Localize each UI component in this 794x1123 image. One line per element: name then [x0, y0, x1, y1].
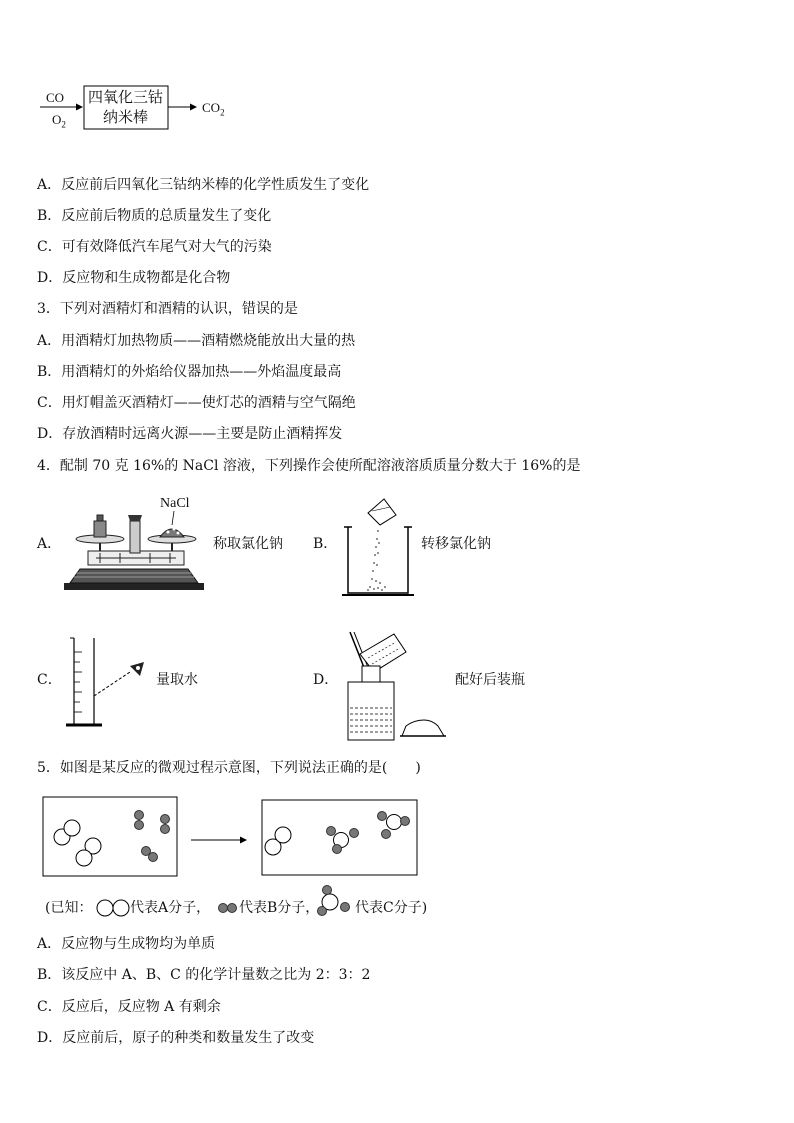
legend-a-text: 代表A分子，	[130, 900, 211, 916]
q4-b-letter: B．	[313, 536, 338, 552]
legend-b-text: 代表B分子，	[239, 900, 320, 916]
q3-option-d: D．存放酒精时远离火源——主要是防止酒精挥发	[37, 426, 343, 442]
q5-option-d: D．反应前后，原子的种类和数量发生了改变	[37, 1030, 315, 1046]
q4-b-caption: 转移氯化钠	[421, 536, 491, 552]
q2-option-c: C．可有效降低汽车尾气对大气的污染	[37, 239, 272, 255]
q2-option-d: D．反应物和生成物都是化合物	[37, 270, 231, 286]
q5-stem: 5．如图是某反应的微观过程示意图，下列说法正确的是( )	[37, 760, 421, 776]
q3-stem: 3．下列对酒精灯和酒精的认识，错误的是	[37, 301, 298, 317]
q2-option-a: A．反应前后四氧化三钴纳米棒的化学性质发生了变化	[37, 177, 370, 193]
q4-c-caption: 量取水	[156, 672, 198, 688]
legend-c-text: 代表C分子)	[355, 900, 428, 916]
q4-stem: 4．配制 70 克 16%的 NaCl 溶液，下列操作会使所配溶液溶质质量分数大于 16%的是	[37, 458, 581, 474]
q2-option-b: B．反应前后物质的总质量发生了变化	[37, 208, 272, 224]
catalyst-line1: 四氧化三钴	[88, 88, 164, 106]
q5-option-c: C．反应后，反应物 A 有剩余	[37, 999, 221, 1015]
q5-option-b: B．该反应中 A、B、C 的化学计量数之比为 2：3：2	[37, 967, 371, 983]
q5-option-a: A．反应物与生成物均为单质	[37, 936, 216, 952]
q3-option-a: A．用酒精灯加热物质——酒精燃烧能放出大量的热	[37, 333, 356, 349]
q3-option-c: C．用灯帽盖灭酒精灯——使灯芯的酒精与空气隔绝	[37, 395, 356, 411]
q3-option-b: B．用酒精灯的外焰给仪器加热——外焰温度最高	[37, 364, 342, 380]
q4-d-caption: 配好后装瓶	[455, 672, 525, 688]
catalyst-line2: 纳米棒	[103, 108, 149, 126]
nacl-label: NaCl	[160, 496, 190, 511]
q4-a-caption: 称取氯化钠	[213, 536, 283, 552]
product-co2: $CO_2$	[202, 100, 225, 118]
legend-open: (已知：	[45, 900, 93, 916]
q4-c-letter: C．	[37, 672, 62, 688]
q4-a-letter: A．	[37, 536, 62, 552]
reactant-co: CO	[46, 90, 65, 105]
q4-d-letter: D．	[313, 672, 339, 688]
reactant-o2: $O_2$	[52, 112, 66, 130]
